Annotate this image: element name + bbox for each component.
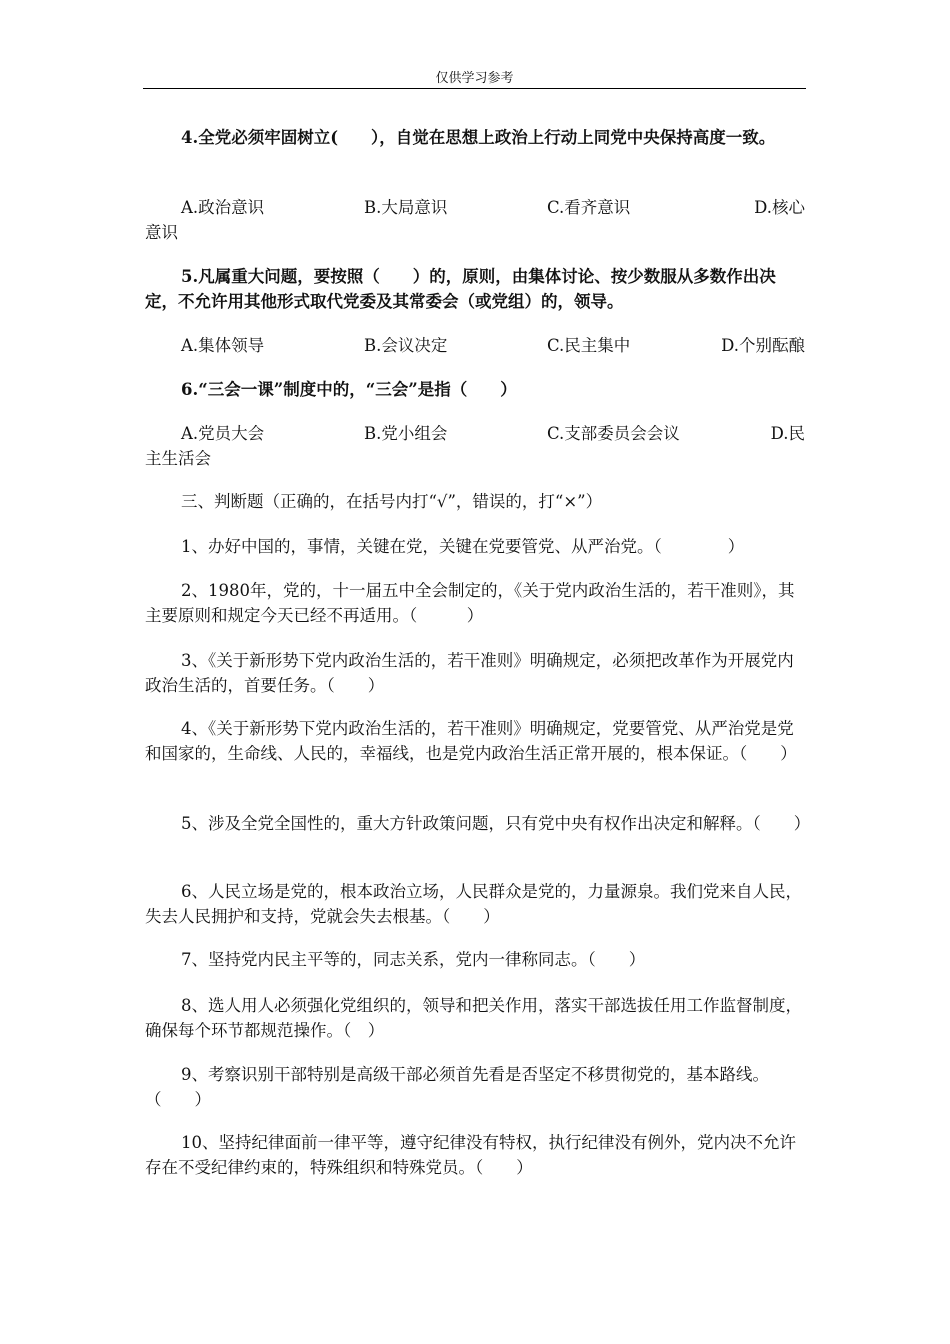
judgment-item-1: 1、办好中国的，事情，关键在党，关键在党要管党、从严治党。（ ） bbox=[181, 537, 745, 556]
judgment-item-6: 6、人民立场是党的，根本政治立场，人民群众是党的，力量源泉。我们党来自人民，失去人民拥护和支持，党就会失去根基。（ ） bbox=[145, 882, 802, 926]
judgment-item-4: 4、《关于新形势下党内政治生活的，若干准则》明确规定，党要管党、从严治党是党和国家的，生命线、人民的，幸福线，也是党内政治生活正常开展的，根本保证。（ ） bbox=[145, 719, 797, 763]
judgment-item-3: 3、《关于新形势下党内政治生活的，若干准则》明确规定，必须把改革作为开展党内政治生活的，首要任务。（ ） bbox=[145, 651, 794, 695]
judgment-item-5: 5、涉及全党全国性的，重大方针政策问题，只有党中央有权作出决定和解释。（ ） bbox=[181, 814, 811, 833]
section-3-title: 三、判断题（正确的，在括号内打“√”，错误的，打“×”） bbox=[181, 492, 603, 511]
question-6-option-a: A.党员大会 bbox=[181, 424, 265, 443]
question-4-option-d: D.核心 bbox=[754, 198, 805, 217]
judgment-item-7: 7、坚持党内民主平等的，同志关系，党内一律称同志。（ ） bbox=[181, 950, 646, 969]
question-5-option-d: D.个别酝酿 bbox=[721, 336, 805, 355]
header-rule bbox=[143, 88, 806, 89]
page-header: 仅供学习参考 bbox=[435, 71, 514, 86]
judgment-item-10: 10、坚持纪律面前一律平等，遵守纪律没有特权，执行纪律没有例外，党内决不允许存在不受纪律约束的，特殊组织和特殊党员。（ ） bbox=[145, 1133, 796, 1177]
question-4-option-b: B.大局意识 bbox=[364, 198, 448, 217]
question-5-stem: 5.凡属重大问题，要按照（ ）的，原则，由集体讨论、按少数服从多数作出决定，不允许用其他形式取代党委及其常委会（或党组）的，领导。 bbox=[145, 267, 776, 311]
question-6-option-d: D.民 bbox=[770, 424, 805, 443]
question-4-stem: 4.全党必须牢固树立( ），自觉在思想上政治上行动上同党中央保持高度一致。 bbox=[181, 128, 776, 147]
judgment-item-2: 2、1980年，党的，十一届五中全会制定的，《关于党内政治生活的，若干准则》，其主要原则和规定今天已经不再适用。（ ） bbox=[145, 581, 795, 625]
question-4-option-d-continuation: 意识 bbox=[145, 223, 178, 242]
question-5-option-b: B.会议决定 bbox=[364, 336, 448, 355]
question-6-option-d-continuation: 主生活会 bbox=[145, 449, 211, 468]
question-5-option-a: A.集体领导 bbox=[181, 336, 265, 355]
question-6-option-b: B.党小组会 bbox=[364, 424, 448, 443]
judgment-item-9: 9、考察识别干部特别是高级干部必须首先看是否坚定不移贯彻党的，基本路线。（ ） bbox=[145, 1065, 769, 1109]
question-5-option-c: C.民主集中 bbox=[547, 336, 631, 355]
question-6-stem: 6.“三会一课”制度中的，“三会”是指（ ） bbox=[181, 380, 517, 399]
judgment-item-8: 8、选人用人必须强化党组织的，领导和把关作用，落实干部选拔任用工作监督制度，确保每个环节都规范操作。（ ） bbox=[145, 996, 802, 1040]
question-4-option-c: C.看齐意识 bbox=[547, 198, 631, 217]
question-4-option-a: A.政治意识 bbox=[181, 198, 265, 217]
question-6-option-c: C.支部委员会会议 bbox=[547, 424, 680, 443]
